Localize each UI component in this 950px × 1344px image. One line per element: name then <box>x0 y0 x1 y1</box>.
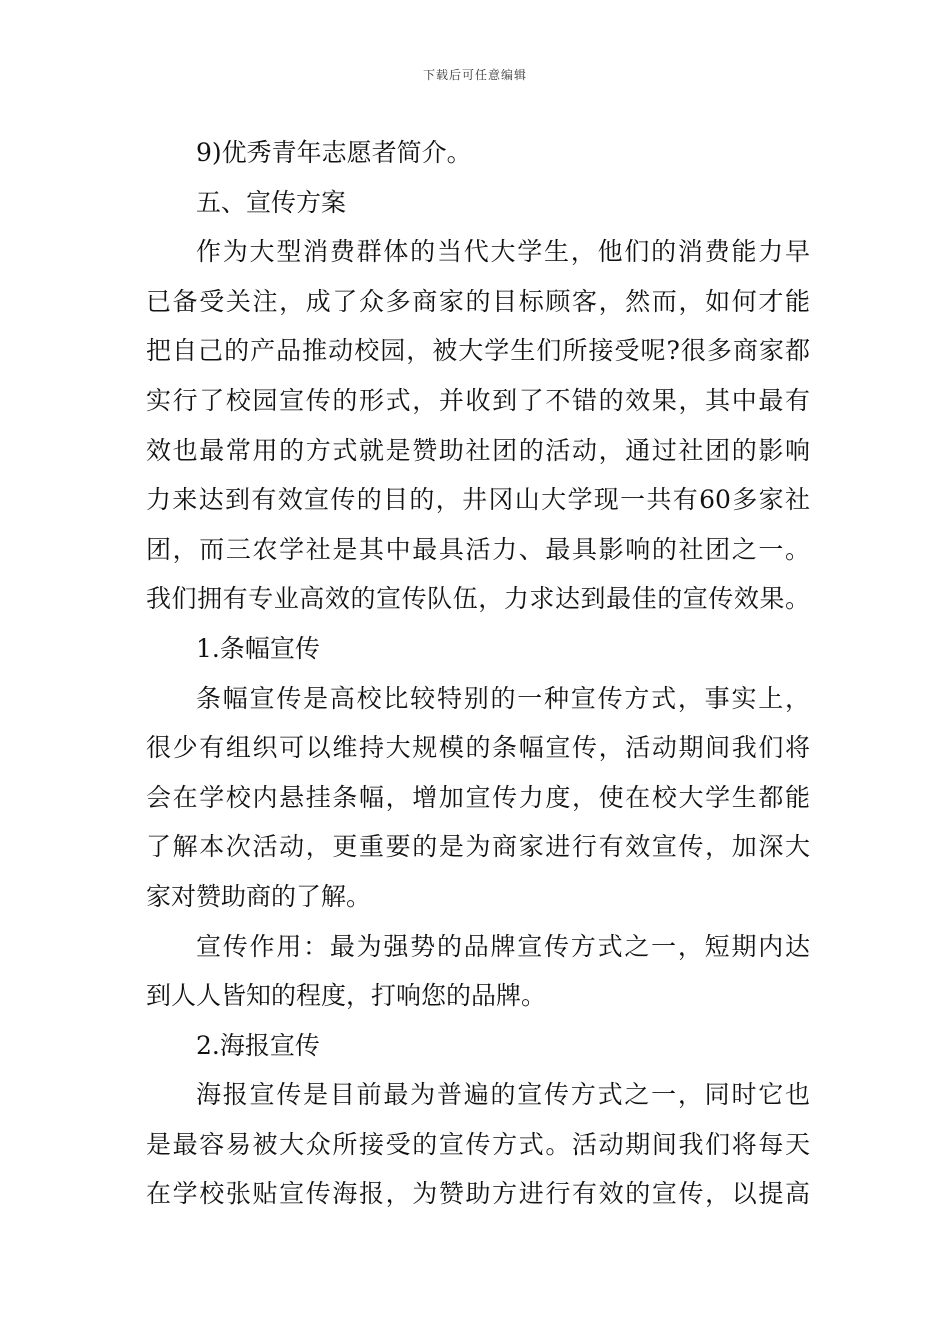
text-line: 宣传作用：最为强势的品牌宣传方式之一，短期内达 <box>196 931 810 961</box>
text-line: 把自己的产品推动校园，被大学生们所接受呢?很多商家都 <box>146 336 810 366</box>
text-line: 作为大型消费群体的当代大学生，他们的消费能力早 <box>196 237 810 267</box>
text-line: 家对赞助商的了解。 <box>146 881 372 911</box>
text-line: 会在学校内悬挂条幅，增加宣传力度，使在校大学生都能 <box>146 782 810 812</box>
text-line: 到人人皆知的程度，打响您的品牌。 <box>146 981 547 1011</box>
text-line: 力来达到有效宣传的目的，井冈山大学现一共有60多家社 <box>146 485 810 515</box>
text-line: 海报宣传是目前最为普遍的宣传方式之一，同时它也 <box>196 1080 810 1110</box>
text-line: 效也最常用的方式就是赞助社团的活动，通过社团的影响 <box>146 435 810 465</box>
text-line: 条幅宣传是高校比较特别的一种宣传方式，事实上， <box>196 683 810 713</box>
text-line: 已备受关注，成了众多商家的目标顾客，然而，如何才能 <box>146 286 810 316</box>
page-header: 下载后可任意编辑 <box>422 68 527 82</box>
text-line: 是最容易被大众所接受的宣传方式。活动期间我们将每天 <box>146 1129 810 1159</box>
text-line: 实行了校园宣传的形式，并收到了不错的效果，其中最有 <box>146 385 810 415</box>
document-body <box>146 128 810 1219</box>
text-line: 团，而三农学社是其中最具活力、最具影响的社团之一。 <box>146 534 810 564</box>
text-line: 在学校张贴宣传海报，为赞助方进行有效的宣传，以提高 <box>146 1179 810 1209</box>
text-line: 很少有组织可以维持大规模的条幅宣传，活动期间我们将 <box>146 733 810 763</box>
text-line: 了解本次活动，更重要的是为商家进行有效宣传，加深大 <box>146 832 810 862</box>
text-line: 9)优秀青年志愿者简介。 <box>196 138 472 167</box>
text-line: 1.条幅宣传 <box>196 633 320 663</box>
text-line: 五、宣传方案 <box>196 187 347 217</box>
text-line: 2.海报宣传 <box>196 1030 320 1060</box>
text-line: 我们拥有专业高效的宣传队伍，力求达到最佳的宣传效果。 <box>146 584 810 614</box>
